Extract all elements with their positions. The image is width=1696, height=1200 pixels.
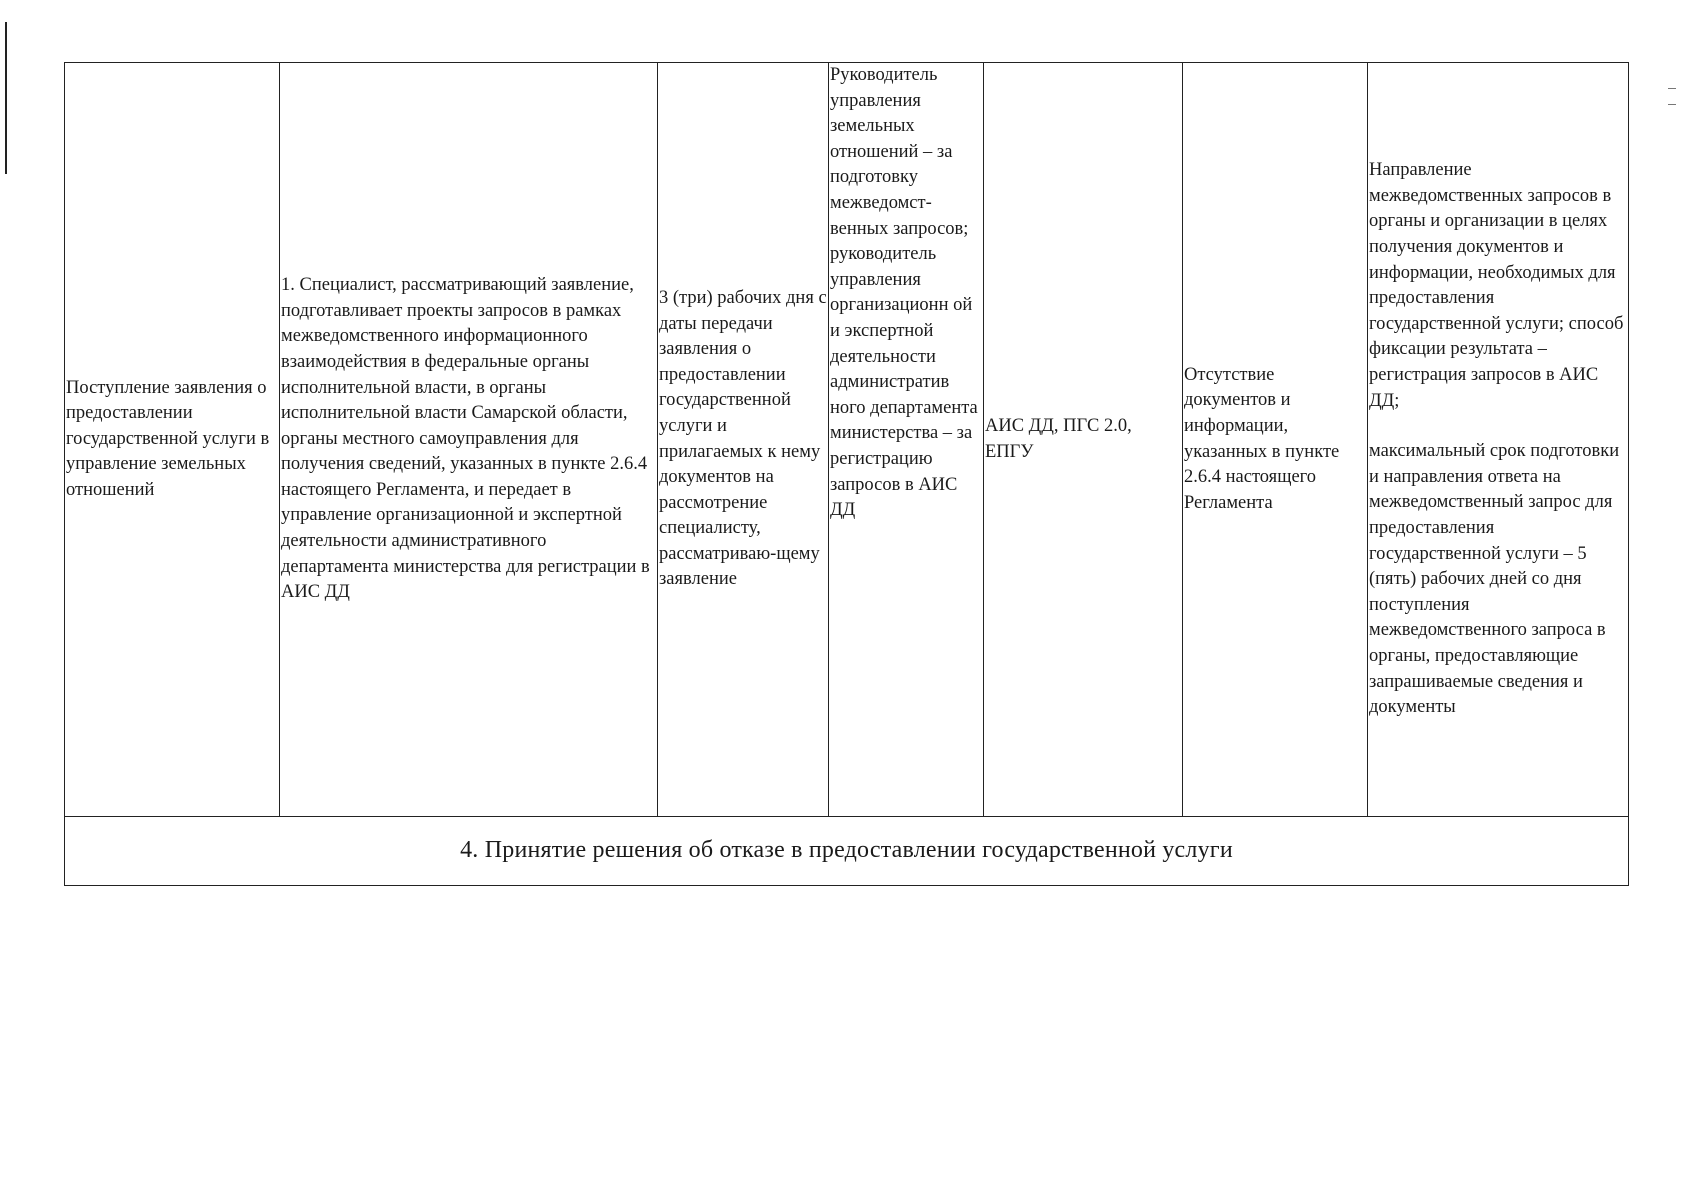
table-row bbox=[65, 63, 1629, 817]
edge-dash bbox=[1668, 88, 1676, 89]
procedure-table bbox=[64, 62, 1629, 886]
result-text-part1: Направление межведомственных запросов в органы и организации в целях получения документов и информации, необходимых для предоставления государственной услуги; способ фиксации результата – регистрация запросов в АИС ДД; bbox=[1369, 160, 1624, 411]
systems-cell bbox=[984, 63, 1183, 817]
action-text: 1. Специалист, рассматривающий заявление, подготавливает проекты запросов в рамках межведомственного информационного взаимодействия в федеральные органы исполнительной власти, в органы исполнительной власти Самарской области, органы местного самоуправления для получения сведений, указанных в пункте 2.6.4 настоящего Регламента, и передает в управление организационной и экспертной деятельности административного департамента министерства для регистрации в АИС ДД bbox=[281, 275, 650, 603]
systems-text: АИС ДД, ПГС 2.0, ЕПГУ bbox=[985, 415, 1132, 462]
stage-cell bbox=[65, 63, 280, 817]
criteria-text: Отсутствие документов и информации, указанных в пункте 2.6.4 настоящего Регламента bbox=[1184, 364, 1340, 513]
responsible-cell bbox=[829, 63, 984, 817]
edge-dash bbox=[1668, 104, 1676, 105]
paragraph-gap bbox=[1369, 414, 1627, 439]
stage-text: Поступление заявления о предоставлении государственной услуги в управление земельных отношений bbox=[66, 377, 270, 500]
deadline-cell bbox=[658, 63, 829, 817]
result-text-part2: максимальный срок подготовки и направления ответа на межведомственный запрос для предоставления государственной услуги – 5 (пять) рабочих дней со дня поступления межведомственного запроса в органы, предоставляющие запрашиваемые сведения и документы bbox=[1369, 441, 1620, 718]
responsible-text: Руководитель управления земельных отношений – за подготовку межведомст-венных запросов; руководитель управления организационн ой и экспертной деятельности административ ного департамента министерства – за регистрацию запросов в АИС ДД bbox=[830, 65, 978, 521]
margin-mark bbox=[5, 22, 7, 174]
section-heading: 4. Принятие решения об отказе в предоставлении государственной услуги bbox=[65, 817, 1629, 886]
result-cell bbox=[1368, 63, 1629, 817]
action-cell bbox=[280, 63, 658, 817]
criteria-cell bbox=[1183, 63, 1368, 817]
section-row bbox=[65, 817, 1629, 886]
deadline-text: 3 (три) рабочих дня с даты передачи заявления о предоставлении государственной услуги и прилагаемых к нему документов на рассмотрение специалисту, рассматриваю-щему заявление bbox=[659, 287, 827, 590]
